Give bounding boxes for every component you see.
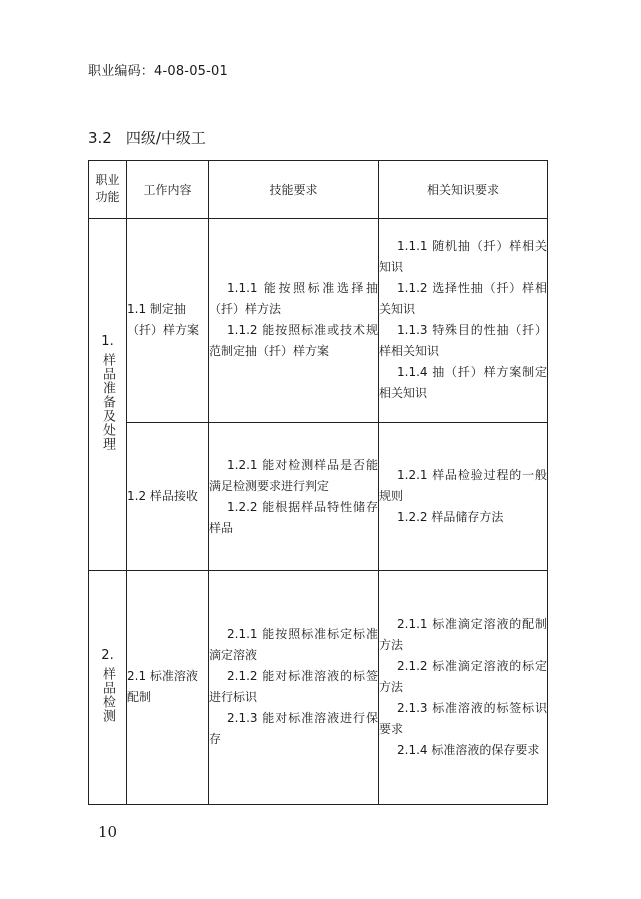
skill-item: 1.1.1 能按照标准选择抽（扦）样方法: [209, 281, 378, 317]
knowledge-item: 1.2.2 样品储存方法: [397, 510, 504, 525]
skill-cell: [209, 423, 379, 570]
work-content-cell: [127, 218, 209, 423]
occupation-code: 职业编码：4-08-05-01: [88, 64, 228, 79]
knowledge-cell: [379, 570, 548, 804]
function-number: 1.: [101, 333, 114, 349]
section-title: 四级/中级工: [125, 129, 206, 147]
knowledge-item: 1.2.1 样品检验过程的一般规则: [379, 468, 547, 504]
header-knowledge: 相关知识要求: [379, 161, 548, 219]
page-number: 10: [98, 823, 118, 841]
header-work-content: 工作内容: [127, 161, 209, 219]
work-content-cell: [127, 570, 209, 804]
table-row: [89, 218, 548, 423]
function-name: 样品检测: [100, 666, 115, 723]
skill-item: 2.1.1 能按照标准标定标准滴定溶液: [209, 627, 378, 663]
function-cell-1: [89, 218, 127, 570]
work-content-cell: [127, 423, 209, 570]
skill-requirements-table: [88, 160, 548, 805]
knowledge-item: 2.1.4 标准溶液的保存要求: [397, 742, 540, 757]
knowledge-cell: [379, 423, 548, 570]
knowledge-item: 1.1.1 随机抽（扦）样相关知识: [379, 239, 547, 275]
function-number: 2.: [101, 647, 114, 663]
knowledge-item: 1.1.2 选择性抽（扦）样相关知识: [379, 281, 547, 317]
skill-item: 1.2.2 能根据样品特性储存样品: [209, 499, 378, 535]
table-row: [89, 570, 548, 804]
knowledge-item: 1.1.4 抽（扦）样方案制定相关知识: [379, 365, 547, 401]
knowledge-item: 2.1.1 标准滴定溶液的配制方法: [379, 616, 547, 652]
header-skill: 技能要求: [209, 161, 379, 219]
function-name: 样品准备及处理: [100, 352, 115, 451]
work-content: 2.1 标准溶液配制: [127, 669, 198, 705]
skill-item: 1.1.2 能按照标准或技术规范制定抽（扦）样方案: [209, 323, 378, 359]
function-cell-2: [89, 570, 127, 804]
skill-item: 1.2.1 能对检测样品是否能满足检测要求进行判定: [209, 457, 378, 493]
work-content: 1.2 样品接收: [127, 489, 198, 504]
table-row: [89, 423, 548, 570]
knowledge-item: 2.1.2 标准滴定溶液的标定方法: [379, 658, 547, 694]
knowledge-item: 2.1.3 标准溶液的标签标识要求: [379, 700, 547, 736]
skill-cell: [209, 570, 379, 804]
knowledge-cell: [379, 218, 548, 423]
work-content: 1.1 制定抽（扦）样方案: [127, 302, 200, 338]
header-function: 职业 功能: [89, 161, 127, 219]
section-heading: [88, 127, 206, 148]
knowledge-item: 1.1.3 特殊目的性抽（扦）样相关知识: [379, 323, 547, 359]
table-header-row: [89, 161, 548, 219]
section-number: 3.2: [88, 129, 112, 147]
skill-item: 2.1.2 能对标准溶液的标签进行标识: [209, 669, 378, 705]
skill-cell: [209, 218, 379, 423]
skill-item: 2.1.3 能对标准溶液进行保存: [209, 711, 378, 747]
